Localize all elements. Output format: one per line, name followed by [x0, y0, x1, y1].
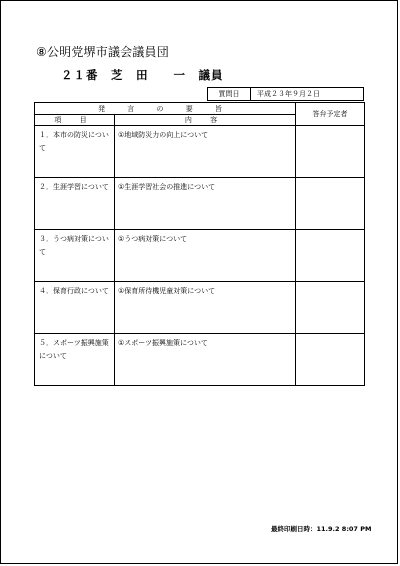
party-name: ⑧公明党堺市議会議員団 — [36, 45, 169, 59]
item-cell: ２．生涯学習について — [35, 178, 115, 230]
table-row — [35, 178, 365, 230]
content-cell: ①生涯学習社会の推進について — [115, 178, 296, 230]
answerer-cell — [296, 282, 365, 334]
content-cell: ①スポーツ振興施策について — [115, 334, 296, 386]
answerer-cell — [296, 126, 365, 178]
answerer-cell — [296, 334, 365, 386]
item-cell: ３．うつ病対策について — [35, 230, 115, 282]
content-cell: ①保育所待機児童対策について — [115, 282, 296, 334]
item-header: 項 目 — [35, 115, 115, 126]
question-date-box — [207, 87, 364, 101]
print-timestamp: 最終印刷日時：11.9.2 8:07 PM — [271, 525, 372, 533]
speech-summary-header: 発 言 の 要 旨 — [35, 103, 296, 115]
table-row — [35, 334, 365, 386]
content-header: 内 容 — [115, 115, 296, 126]
table-row — [35, 282, 365, 334]
item-cell: ４．保育行政について — [35, 282, 115, 334]
answerer-header: 答弁予定者 — [296, 103, 365, 126]
content-cell: ①地域防災力の向上について — [115, 126, 296, 178]
member-name: ２１番 芝 田 一 議員 — [61, 68, 224, 82]
speech-table — [34, 102, 365, 386]
content-cell: ①うつ病対策について — [115, 230, 296, 282]
item-cell: １．本市の防災について — [35, 126, 115, 178]
table-row — [35, 126, 365, 178]
item-cell: ５．スポーツ振興施策について — [35, 334, 115, 386]
table-row — [35, 230, 365, 282]
question-date-value: 平成２３年９月２日 — [257, 90, 320, 98]
answerer-cell — [296, 230, 365, 282]
answerer-cell — [296, 178, 365, 230]
question-date-label: 質問日 — [208, 88, 251, 100]
